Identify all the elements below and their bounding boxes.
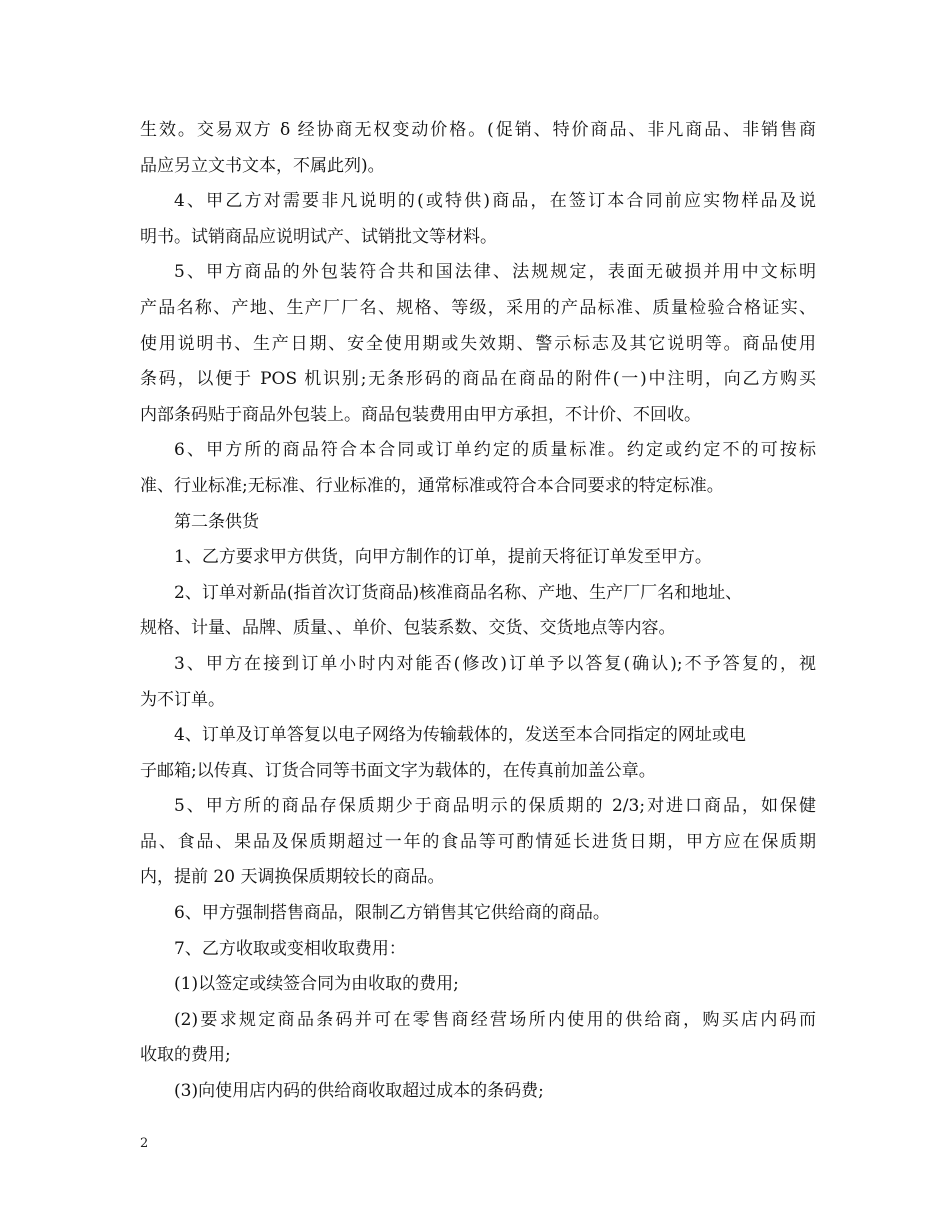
text-line: 规格、计量、品牌、质量、、单价、包装系数、交货、交货地点等内容。 bbox=[140, 618, 676, 639]
text-line: 5、甲方商品的外包装符合共和国法律、法规规定，表面无破损并用中文标明 bbox=[174, 262, 816, 283]
text-line: 3、甲方在接到订单小时内对能否(修改)订单予以答复(确认);不予答复的，视 bbox=[174, 653, 816, 674]
text-line: 子邮箱;以传真、订货合同等书面文字为载体的，在传真前加盖公章。 bbox=[140, 760, 656, 781]
page-number: 2 bbox=[140, 1136, 149, 1151]
text-line: 6、甲方强制搭售商品，限制乙方销售其它供给商的商品。 bbox=[174, 903, 610, 924]
text-line: 2、订单对新品(指首次订货商品)核准商品名称、产地、生产厂厂名和地址、 bbox=[174, 582, 743, 603]
text-line: (1)以签定或续签合同为由收取的费用; bbox=[174, 974, 459, 995]
text-line: 明书。试销商品应说明试产、试销批文等材料。 bbox=[140, 226, 497, 247]
text-line: 为不订单。 bbox=[140, 689, 225, 710]
text-line: 内，提前 20 天调换保质期较长的商品。 bbox=[140, 867, 445, 888]
text-line: 4、甲乙方对需要非凡说明的(或特供)商品，在签订本合同前应实物样品及说 bbox=[174, 191, 816, 212]
text-line: 5、甲方所的商品存保质期少于商品明示的保质期的 2/3;对进口商品，如保健 bbox=[174, 796, 816, 817]
document-body bbox=[140, 113, 816, 1110]
text-line: 4、订单及订单答复以电子网络为传输载体的，发送至本合同指定的网址或电 bbox=[174, 725, 746, 746]
text-line: 1、乙方要求甲方供货，向甲方制作的订单，提前天将征订单发至甲方。 bbox=[174, 547, 712, 568]
text-line: 6、甲方所的商品符合本合同或订单约定的质量标准。约定或约定不的可按标 bbox=[174, 440, 816, 461]
text-line: 条码，以便于 POS 机识别;无条形码的商品在商品的附件(一)中注明，向乙方购买 bbox=[140, 369, 816, 390]
text-line: 内部条码贴于商品外包装上。商品包装费用由甲方承担，不计价、不回收。 bbox=[140, 404, 701, 425]
text-line: 收取的费用; bbox=[140, 1045, 231, 1066]
text-line: 准、行业标准;无标准、行业标准的，通常标准或符合本合同要求的特定标准。 bbox=[140, 475, 724, 496]
text-line: 产品名称、产地、生产厂厂名、规格、等级，采用的产品标准、质量检验合格证实、 bbox=[140, 297, 816, 318]
section-heading: 第二条供货 bbox=[174, 511, 259, 532]
text-line: (3)向使用店内码的供给商收取超过成本的条码费; bbox=[174, 1081, 544, 1102]
text-line: 7、乙方收取或变相收取费用： bbox=[174, 938, 406, 959]
text-line: 生效。交易双方 δ 经协商无权变动价格。(促销、特价商品、非凡商品、非销售商 bbox=[140, 120, 816, 140]
text-line: 品应另立文书文本，不属此列)。 bbox=[140, 155, 385, 176]
text-line: (2)要求规定商品条码并可在零售商经营场所内使用的供给商，购买店内码而 bbox=[174, 1009, 816, 1030]
text-line: 品、食品、果品及保质期超过一年的食品等可酌情延长进货日期，甲方应在保质期 bbox=[140, 831, 816, 852]
text-line: 使用说明书、生产日期、安全使用期或失效期、警示标志及其它说明等。商品使用 bbox=[140, 333, 816, 354]
